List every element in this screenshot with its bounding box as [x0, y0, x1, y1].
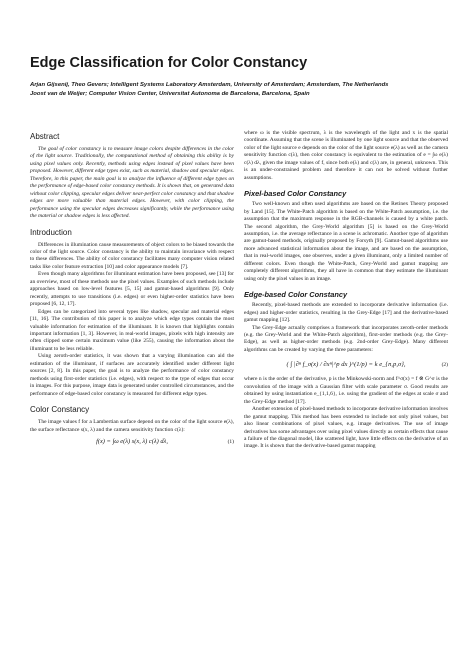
left-column — [30, 132, 234, 450]
equation-1 — [30, 437, 234, 447]
equation-1-body: f(x) = ∫ω e(λ) s(x, λ) c(λ) dλ, — [96, 437, 168, 445]
pixel-based-paragraph: Two well-known and often used algorithms are based on the Retinex Theory proposed by Land [15]. The White-Patch algorithm is based on the White-Patch assumption, i.e. the assumption that the maximum response in the RGB-channels is caused by a white patch. The second algorithm, the Grey-World algorithm [5] is based on the Grey-World assumption, i.e. the average reflectance in a scene is achromatic. Another type of algorithm are gamut-based methods, originally proposed by Forsyth [9]. Gamut-based algorithms use more advanced statistical information about the image, and are based on the assumption, that in real-world images, one observes, under a given illuminant, only a limited number of different colors. Even though the White-Patch, Grey-World and gamut mapping are completely different algorithms, they all have in common that they estimate the illuminant using only the pixel values in an image. — [244, 201, 448, 282]
intro-paragraph-1: Differences in illumination cause measurements of object colors to be biased towards the color of the light source. Color constancy is the ability to maintain invariance with respect to these differences. The ability of color constancy facilitates many computer vision related tasks like color feature extraction [10] and color appearance models [7]. — [30, 241, 235, 270]
color-constancy-section — [30, 405, 234, 447]
introduction-heading: Introduction — [30, 227, 72, 237]
edge-based-paragraph-1: Recently, pixel-based methods are extended to incorporate derivative information (i.e. edges) and higher-order statistics, resulting in the Grey-Edge [17] and the derivative-based gamut mapping [12]. — [244, 302, 448, 324]
right-column — [244, 130, 448, 451]
color-constancy-paragraph: The image values f for a Lambertian surface depend on the color of the light source e(λ), the surface reflectance s(x, λ) and the camera sensitivity function c(λ): — [30, 419, 234, 433]
author-line-1: Arjan Gijsenij, Theo Gevers; Intelligent Systems Laboratory Amsterdam, University of Amsterdam; Amsterdam, The Netherlands — [30, 82, 389, 88]
edge-based-heading: Edge-based Color Constancy — [244, 290, 348, 300]
author-line-2: Joost van de Weijer; Computer Vision Center, Universitat Autonoma de Barcelona, Barcelona, Spain — [30, 91, 310, 97]
intro-paragraph-2: Even though many algorithms for illuminant estimation have been proposed, see [13] for an overview, most of these methods use the pixel values. Examples of such methods include approaches based on low-level features [5, 15] and gamut-based algorithms [9]. Only recently, attempts to use transitions (i.e. edges) or even higher-order statistics have been proposed [6, 12, 17]. — [30, 271, 234, 308]
pixel-based-section — [244, 189, 448, 283]
continuation-paragraph: where ω is the visible spectrum, λ is the wavelength of the light and x is the spatial coordinate. Assuming that the scene is illuminated by one light source and that the observed color of the light source e depends on the color of the light source e(λ) as well as the camera sensitivity function c(λ), then color constancy is equivalent to the estimation of e = ∫ω e(λ) c(λ) dλ, given the image values of f, since both e(λ) and c(λ) are, in general, unknown. This is an under-constrained problem and therefore it can not be solved without further assumptions. — [244, 130, 448, 181]
intro-paragraph-4: Using zeroth-order statistics, it was shown that a varying illumination can aid the estimation of the illuminant, if surfaces are accurately identified under different light sources [2, 8]. In this paper, the goal is to analyze the performance of color constancy methods using first-order statistics (i.e. edges), with respect to the type of edges that occur in images. For this purpose, image data is generated under controlled circumstances, and the performance of edge-based color constancy is measured for different edge types. — [30, 353, 234, 397]
equation-2 — [244, 358, 448, 372]
edge-based-paragraph-3: where n is the order of the derivative, p is the Minkowski-norm and f^σ(x) = f ⊗ G^σ is the convolution of the image with a Gaussian filter with scale parameter σ. Good results are obtained by using instantiation e_{1,1,6}, i.e. using the gradient of the edges at scale σ and the Grey-Edge method [17]. — [244, 376, 448, 405]
pixel-based-heading: Pixel-based Color Constancy — [244, 189, 347, 199]
edge-based-section — [244, 290, 448, 451]
equation-2-number: (2) — [441, 362, 448, 369]
color-constancy-heading: Color Constancy — [30, 405, 90, 415]
author-block — [30, 81, 460, 99]
paper-title: Edge Classification for Color Constancy — [30, 55, 308, 71]
intro-paragraph-3: Edges can be categorized into several types like shadow, specular and material edges [11, 16]. The contribution of this paper is to analyze which edge types contain the most valuable information for estimation of the illuminant. It is known that highlights contain important information [1, 3]. However, in real-world images, pixels with high intensity are often clipped some certain maximum value (like 255), causing the information about the illuminant to be less reliable. — [30, 308, 234, 352]
abstract-text: The goal of color constancy is to measure image colors despite differences in the color of the light source. Traditionally, the computational method of obtaining this ability is by using pixel values only. Recently, methods using edges instead of pixel values have been proposed. However, different edge types exist, such as material, shadow and specular edges. Therefore, in this paper, the main goal is to analyze the influence of different edge types on the performance of edge-based color constancy methods. It is shown that, on generated data without color clipping, specular edges deliver near-perfect color constancy and that shadow edges are more valuable than material edges. However, with color clipping, the performance using the specular edges decreases significantly, while the performance using the material or shadow edges is less affected. — [30, 146, 234, 220]
edge-based-paragraph-2: The Grey-Edge actually comprises a framework that incorporates zeroth-order methods (e.g. the Grey-World and the White-Patch algorithm), first-order methods (e.g. the Grey-Edge), as well as higher-order methods (e.g. 2nd-order Grey-Edge). Many different algorithms can be created by varying the three parameters: — [244, 324, 448, 353]
equation-1-number: (1) — [227, 438, 234, 445]
edge-based-paragraph-4: Another extension of pixel-based methods to incorporate derivative information involves the gamut mapping. This method has been extended to include not only pixel values, but also linear combinations of pixel values, e.g. image derivatives. The use of image derivatives has some advantages over using pixel values directly as certain effects that cause a failure of the diagonal model, like scattered light, have little effects on the derivative of an image. It is shown that the derivative-based gamut mapping — [244, 406, 448, 450]
introduction-section — [30, 228, 234, 399]
abstract-heading: Abstract — [30, 132, 60, 141]
equation-2-body: ( ∫ |∂ⁿ f_σ(x) / ∂xⁿ|^p dx )^(1/p) = k e_{n,p,σ}, — [286, 361, 406, 369]
